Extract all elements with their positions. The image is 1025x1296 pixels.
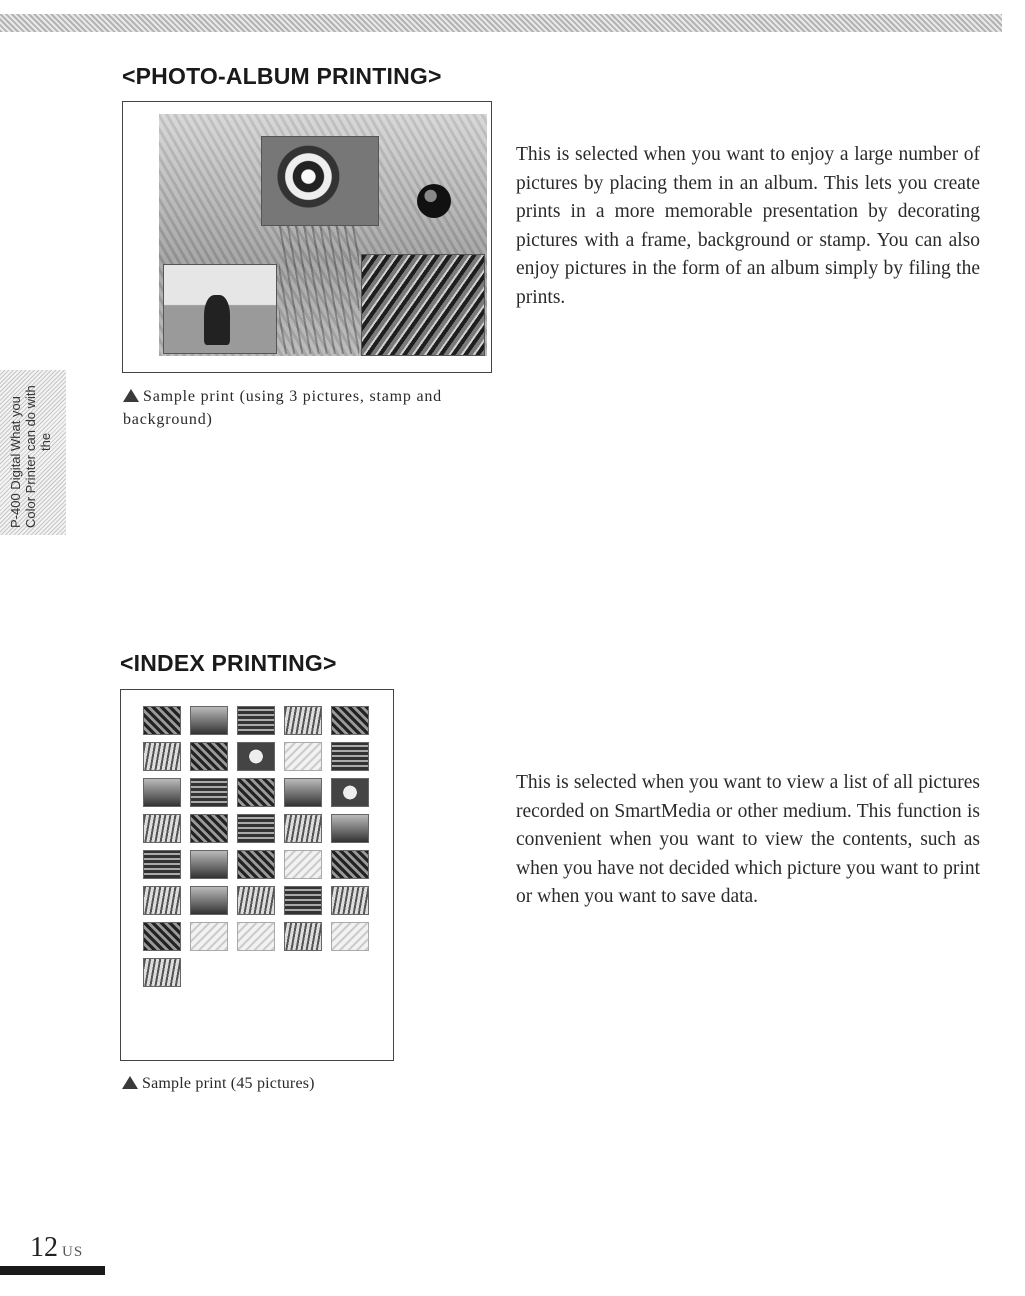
surfer-picture <box>163 264 277 354</box>
index-description: This is selected when you want to view a list of all pictures recorded on SmartMedia or other medium. This function is convenient when you want to view the contents, such as when you have not decided which picture you want to print or when you want to save data. <box>516 772 980 907</box>
thumbnail <box>237 886 275 915</box>
index-heading: <INDEX PRINTING> <box>120 650 337 676</box>
thumbnail <box>284 886 322 915</box>
palm-picture <box>361 254 485 356</box>
thumbnail <box>284 706 322 735</box>
thumbnail <box>331 742 369 771</box>
header-band <box>0 14 1002 32</box>
thumbnail <box>143 958 181 987</box>
thumbnail <box>190 706 228 735</box>
thumbnail <box>331 922 369 951</box>
thumbnail <box>143 778 181 807</box>
photo-album-caption-text: Sample print (using 3 pictures, stamp and background) <box>123 388 442 428</box>
thumbnail <box>143 886 181 915</box>
page-region-suffix: US <box>62 1244 84 1260</box>
thumbnail <box>237 922 275 951</box>
photo-album-sample-frame <box>122 101 492 373</box>
thumbnail <box>143 850 181 879</box>
page-number <box>30 1232 83 1264</box>
photo-album-description: This is selected when you want to enjoy a large number of pictures by placing them in an album. This lets you create prints in a more memorable presentation by decorating pictures with a frame, background or stamp. You can also enjoy pictures in the form of an album simply by filing the prints. <box>516 144 980 308</box>
thumbnail <box>190 886 228 915</box>
thumbnail <box>331 814 369 843</box>
thumbnail <box>190 778 228 807</box>
thumbnail <box>284 922 322 951</box>
thumbnail <box>284 814 322 843</box>
thumbnail <box>237 814 275 843</box>
thumbnail <box>237 742 275 771</box>
footer-bar <box>0 1266 105 1275</box>
balloon-picture <box>261 136 379 226</box>
thumbnail <box>190 814 228 843</box>
thumbnail <box>331 886 369 915</box>
side-tab-label <box>8 378 52 528</box>
thumbnail <box>143 814 181 843</box>
album-stamp <box>417 184 451 218</box>
thumbnail <box>237 706 275 735</box>
thumbnail <box>190 922 228 951</box>
thumbnail <box>331 706 369 735</box>
photo-album-caption <box>123 385 493 431</box>
photo-album-heading: <PHOTO-ALBUM PRINTING> <box>122 63 442 89</box>
index-caption-text: Sample print (45 pictures) <box>142 1075 315 1092</box>
thumbnail <box>284 742 322 771</box>
thumbnail <box>143 706 181 735</box>
index-sample-frame <box>120 689 394 1061</box>
photo-album-sample-image <box>159 114 487 356</box>
album-trees <box>279 224 359 354</box>
thumbnail <box>143 742 181 771</box>
side-tab-line-1: What you can do with the <box>8 384 53 451</box>
index-thumbnail-grid <box>143 706 375 987</box>
thumbnail <box>284 850 322 879</box>
thumbnail <box>190 850 228 879</box>
index-caption <box>122 1072 452 1095</box>
page-number-value: 12 <box>30 1232 58 1263</box>
thumbnail <box>284 778 322 807</box>
thumbnail <box>237 778 275 807</box>
thumbnail <box>190 742 228 771</box>
thumbnail <box>237 850 275 879</box>
thumbnail <box>331 850 369 879</box>
triangle-icon <box>123 389 139 402</box>
side-tab-line-2: P-400 Digital Color Printer <box>8 453 38 528</box>
thumbnail <box>331 778 369 807</box>
thumbnail <box>143 922 181 951</box>
triangle-icon <box>122 1076 138 1089</box>
